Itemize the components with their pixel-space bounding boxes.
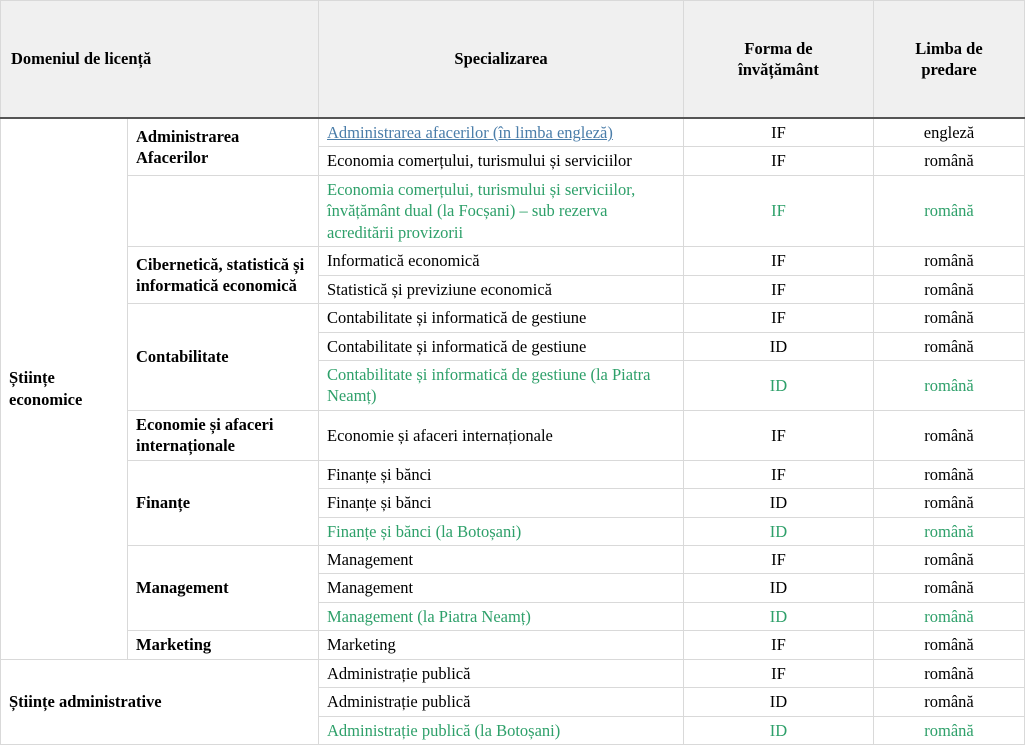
form-of-study-cell: ID bbox=[684, 517, 874, 545]
header-form-line2: învățământ bbox=[738, 60, 819, 79]
column-header-form-of-study bbox=[684, 1, 874, 119]
form-of-study-cell: IF bbox=[684, 118, 874, 147]
language-cell: română bbox=[874, 247, 1025, 275]
table-row bbox=[1, 410, 1025, 460]
language-cell: română bbox=[874, 304, 1025, 332]
table-row bbox=[1, 460, 1025, 488]
language-cell: română bbox=[874, 546, 1025, 574]
form-of-study-cell: IF bbox=[684, 546, 874, 574]
specialization-cell: Contabilitate și informatică de gestiune bbox=[319, 304, 684, 332]
form-of-study-cell: IF bbox=[684, 304, 874, 332]
specialization-cell: Informatică economică bbox=[319, 247, 684, 275]
specialization-cell: Management bbox=[319, 546, 684, 574]
field-group-cell: Administrarea Afacerilor bbox=[128, 118, 319, 175]
language-cell: română bbox=[874, 602, 1025, 630]
form-of-study-cell: ID bbox=[684, 332, 874, 360]
header-language-line1: Limba de bbox=[915, 38, 983, 58]
language-cell: română bbox=[874, 175, 1025, 246]
form-of-study-cell: IF bbox=[684, 147, 874, 175]
specialization-link[interactable]: Administrarea afacerilor (în limba engleză) bbox=[319, 118, 684, 147]
field-group-cell: Cibernetică, statistică și informatică economică bbox=[128, 247, 319, 304]
specialization-cell: Administrație publică bbox=[319, 659, 684, 687]
field-group-cell: Marketing bbox=[128, 631, 319, 659]
specialization-cell: Administrație publică bbox=[319, 688, 684, 716]
specialization-cell: Administrație publică (la Botoșani) bbox=[319, 716, 684, 744]
form-of-study-cell: IF bbox=[684, 631, 874, 659]
language-cell: română bbox=[874, 147, 1025, 175]
specialization-cell: Contabilitate și informatică de gestiune bbox=[319, 332, 684, 360]
field-group-cell: Finanțe bbox=[128, 460, 319, 545]
form-of-study-cell: ID bbox=[684, 489, 874, 517]
header-language-line2: predare bbox=[921, 60, 977, 79]
table-row bbox=[1, 118, 1025, 147]
field-group-cell: Economie și afaceri internaționale bbox=[128, 410, 319, 460]
specialization-cell: Economie și afaceri internaționale bbox=[319, 410, 684, 460]
column-header-language bbox=[874, 1, 1025, 119]
field-group-cell: Contabilitate bbox=[128, 304, 319, 411]
form-of-study-cell: IF bbox=[684, 460, 874, 488]
specialization-cell: Finanțe și bănci (la Botoșani) bbox=[319, 517, 684, 545]
specialization-cell: Economia comerțului, turismului și serviciilor, învățământ dual (la Focșani) – sub rezerva acreditării provizorii bbox=[319, 175, 684, 246]
language-cell: română bbox=[874, 489, 1025, 517]
specialization-cell: Management bbox=[319, 574, 684, 602]
specialization-cell: Finanțe și bănci bbox=[319, 460, 684, 488]
form-of-study-cell: IF bbox=[684, 175, 874, 246]
table-row bbox=[1, 631, 1025, 659]
table-row bbox=[1, 175, 1025, 246]
specialization-cell: Contabilitate și informatică de gestiune (la Piatra Neamț) bbox=[319, 360, 684, 410]
table-row bbox=[1, 247, 1025, 275]
header-row bbox=[1, 1, 1025, 119]
form-of-study-cell: ID bbox=[684, 360, 874, 410]
table-row bbox=[1, 304, 1025, 332]
language-cell: română bbox=[874, 360, 1025, 410]
table-row bbox=[1, 659, 1025, 687]
language-cell: română bbox=[874, 574, 1025, 602]
field-group-cell bbox=[128, 175, 319, 246]
language-cell: română bbox=[874, 716, 1025, 744]
language-cell: română bbox=[874, 460, 1025, 488]
table-header bbox=[1, 1, 1025, 119]
form-of-study-cell: IF bbox=[684, 410, 874, 460]
table-body bbox=[1, 118, 1025, 745]
form-of-study-cell: ID bbox=[684, 716, 874, 744]
field-group-cell: Management bbox=[128, 546, 319, 631]
header-form-line1: Forma de bbox=[744, 38, 813, 58]
specialization-cell: Statistică și previziune economică bbox=[319, 275, 684, 303]
table-row bbox=[1, 546, 1025, 574]
language-cell: română bbox=[874, 517, 1025, 545]
specialization-cell: Management (la Piatra Neamț) bbox=[319, 602, 684, 630]
form-of-study-cell: ID bbox=[684, 574, 874, 602]
form-of-study-cell: ID bbox=[684, 602, 874, 630]
language-cell: română bbox=[874, 631, 1025, 659]
form-of-study-cell: IF bbox=[684, 659, 874, 687]
specialization-cell: Economia comerțului, turismului și serviciilor bbox=[319, 147, 684, 175]
domain-group-cell: Științe administrative bbox=[1, 659, 319, 744]
column-header-domain: Domeniul de licență bbox=[1, 1, 319, 119]
specialization-cell: Finanțe și bănci bbox=[319, 489, 684, 517]
form-of-study-cell: IF bbox=[684, 275, 874, 303]
language-cell: română bbox=[874, 275, 1025, 303]
form-of-study-cell: ID bbox=[684, 688, 874, 716]
form-of-study-cell: IF bbox=[684, 247, 874, 275]
language-cell: română bbox=[874, 332, 1025, 360]
column-header-specialization: Specializarea bbox=[319, 1, 684, 119]
language-cell: engleză bbox=[874, 118, 1025, 147]
domain-group-cell: Științe economice bbox=[1, 118, 128, 659]
language-cell: română bbox=[874, 688, 1025, 716]
language-cell: română bbox=[874, 659, 1025, 687]
language-cell: română bbox=[874, 410, 1025, 460]
specialization-cell: Marketing bbox=[319, 631, 684, 659]
